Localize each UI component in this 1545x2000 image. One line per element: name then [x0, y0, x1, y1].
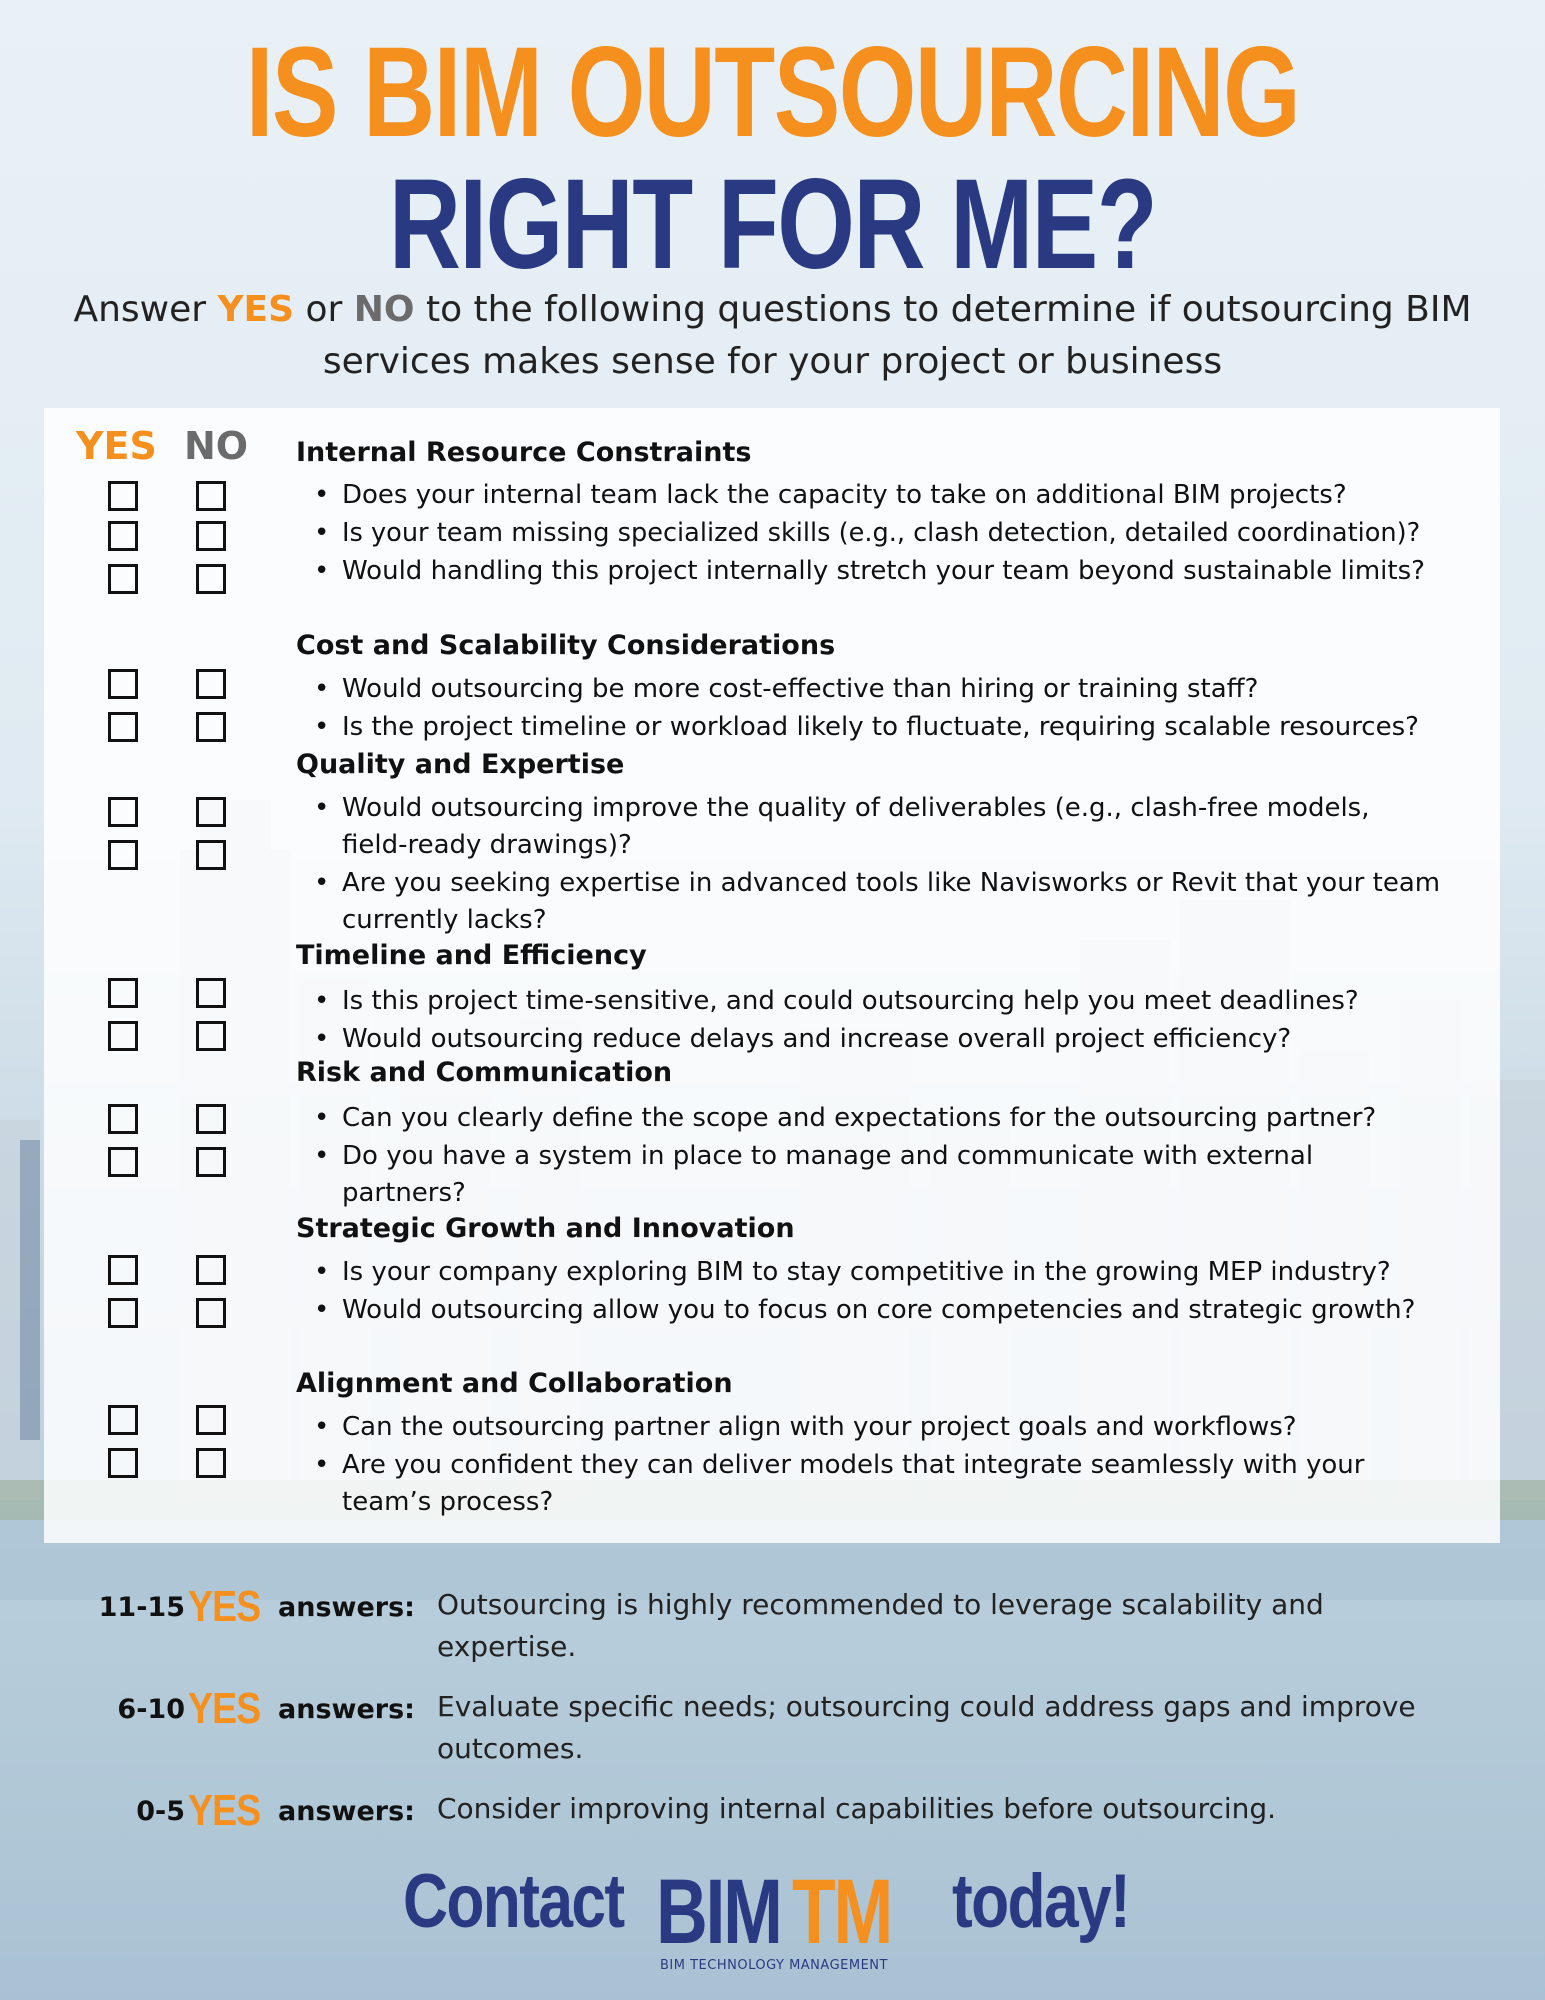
question-item: • Can the outsourcing partner align with your project goals and workflows?	[342, 1409, 1492, 1446]
score-description: Outsourcing is highly recommended to leverage scalability and expertise.	[437, 1588, 1324, 1663]
no-checkbox[interactable]	[196, 564, 226, 594]
yes-checkbox[interactable]	[108, 797, 138, 827]
no-checkbox[interactable]	[196, 978, 226, 1008]
score-answers-label: answers:	[278, 1694, 415, 1725]
yes-checkbox[interactable]	[108, 1298, 138, 1328]
question-item: • Do you have a system in place to manage and communicate with external partners?	[342, 1138, 1442, 1212]
no-checkbox[interactable]	[196, 521, 226, 551]
instructions-no: NO	[353, 289, 415, 330]
score-range: 6-10	[117, 1694, 185, 1725]
score-yes-label: YES	[188, 1786, 261, 1835]
section-title: Alignment and Collaboration	[296, 1368, 733, 1399]
score-range: 0-5	[136, 1796, 185, 1827]
no-checkbox[interactable]	[196, 1298, 226, 1328]
page-title-line1: IS BIM OUTSOURCING	[245, 21, 1300, 164]
instructions	[60, 284, 1485, 388]
yes-checkbox[interactable]	[108, 1448, 138, 1478]
logo-bim: BIM	[656, 1861, 781, 1963]
page-title-line2: RIGHT FOR ME?	[388, 153, 1157, 296]
no-checkbox[interactable]	[196, 1021, 226, 1051]
question-item: • Would handling this project internally stretch your team beyond sustainable limits?	[342, 553, 1442, 590]
yes-checkbox[interactable]	[108, 978, 138, 1008]
logo-tagline: BIM TECHNOLOGY MANAGEMENT	[660, 1958, 888, 1973]
section-title: Cost and Scalability Considerations	[296, 630, 836, 661]
bimtm-logo[interactable]	[656, 1861, 936, 1976]
question-item: • Are you seeking expertise in advanced tools like Navisworks or Revit that your team currently lacks?	[342, 865, 1442, 939]
yes-checkbox[interactable]	[108, 1021, 138, 1051]
no-checkbox[interactable]	[196, 481, 226, 511]
question-item: • Would outsourcing allow you to focus on core competencies and strategic growth?	[342, 1292, 1442, 1329]
yes-checkbox[interactable]	[108, 1104, 138, 1134]
section-title: Strategic Growth and Innovation	[296, 1213, 795, 1244]
no-checkbox[interactable]	[196, 797, 226, 827]
no-checkbox[interactable]	[196, 1255, 226, 1285]
yes-checkbox[interactable]	[108, 840, 138, 870]
no-checkbox[interactable]	[196, 1405, 226, 1435]
contact-suffix: today!	[952, 1859, 1130, 1944]
yes-checkbox[interactable]	[108, 564, 138, 594]
yes-checkbox[interactable]	[108, 521, 138, 551]
question-item: • Would outsourcing reduce delays and increase overall project efficiency?	[342, 1021, 1492, 1058]
yes-checkbox[interactable]	[108, 1405, 138, 1435]
section-title: Risk and Communication	[296, 1057, 673, 1088]
score-yes-label: YES	[188, 1684, 261, 1733]
score-range: 11-15	[98, 1592, 185, 1623]
no-checkbox[interactable]	[196, 1448, 226, 1478]
yes-checkbox[interactable]	[108, 669, 138, 699]
question-item: • Can you clearly define the scope and expectations for the outsourcing partner?	[342, 1100, 1492, 1137]
question-item: • Does your internal team lack the capacity to take on additional BIM projects?	[342, 477, 1492, 514]
yes-checkbox[interactable]	[108, 1255, 138, 1285]
yes-checkbox[interactable]	[108, 1147, 138, 1177]
score-yes-label: YES	[188, 1582, 261, 1631]
no-checkbox[interactable]	[196, 1104, 226, 1134]
section-title: Quality and Expertise	[296, 749, 625, 780]
question-item: • Would outsourcing improve the quality of deliverables (e.g., clash-free models, field-ready drawings)?	[342, 790, 1442, 864]
no-checkbox[interactable]	[196, 712, 226, 742]
score-answers-label: answers:	[278, 1796, 415, 1827]
yes-column-header: YES	[76, 424, 157, 468]
question-item: • Is your company exploring BIM to stay competitive in the growing MEP industry?	[342, 1254, 1492, 1291]
instructions-part2: or	[294, 289, 354, 330]
score-description: Evaluate specific needs; outsourcing could address gaps and improve outcomes.	[437, 1690, 1416, 1765]
question-item: • Is this project time-sensitive, and could outsourcing help you meet deadlines?	[342, 983, 1492, 1020]
question-item: • Would outsourcing be more cost-effective than hiring or training staff?	[342, 671, 1492, 708]
score-answers-label: answers:	[278, 1592, 415, 1623]
yes-checkbox[interactable]	[108, 712, 138, 742]
question-item: • Is your team missing specialized skills (e.g., clash detection, detailed coordination)?	[342, 515, 1502, 552]
question-item: • Are you confident they can deliver models that integrate seamlessly with your team’s process?	[342, 1447, 1452, 1521]
instructions-part3: to the following questions to determine if outsourcing BIM services makes sense for your project or business	[322, 289, 1472, 382]
section-title: Internal Resource Constraints	[296, 437, 752, 468]
instructions-yes: YES	[217, 289, 295, 330]
section-title: Timeline and Efficiency	[296, 940, 647, 971]
score-description: Consider improving internal capabilities before outsourcing.	[437, 1792, 1277, 1825]
logo-tm: TM	[792, 1861, 891, 1963]
no-checkbox[interactable]	[196, 1147, 226, 1177]
no-column-header: NO	[184, 424, 249, 468]
instructions-part1: Answer	[73, 289, 218, 330]
question-item: • Is the project timeline or workload likely to fluctuate, requiring scalable resources?	[342, 709, 1492, 746]
no-checkbox[interactable]	[196, 840, 226, 870]
yes-checkbox[interactable]	[108, 481, 138, 511]
no-checkbox[interactable]	[196, 669, 226, 699]
contact-prefix: Contact	[403, 1859, 624, 1944]
